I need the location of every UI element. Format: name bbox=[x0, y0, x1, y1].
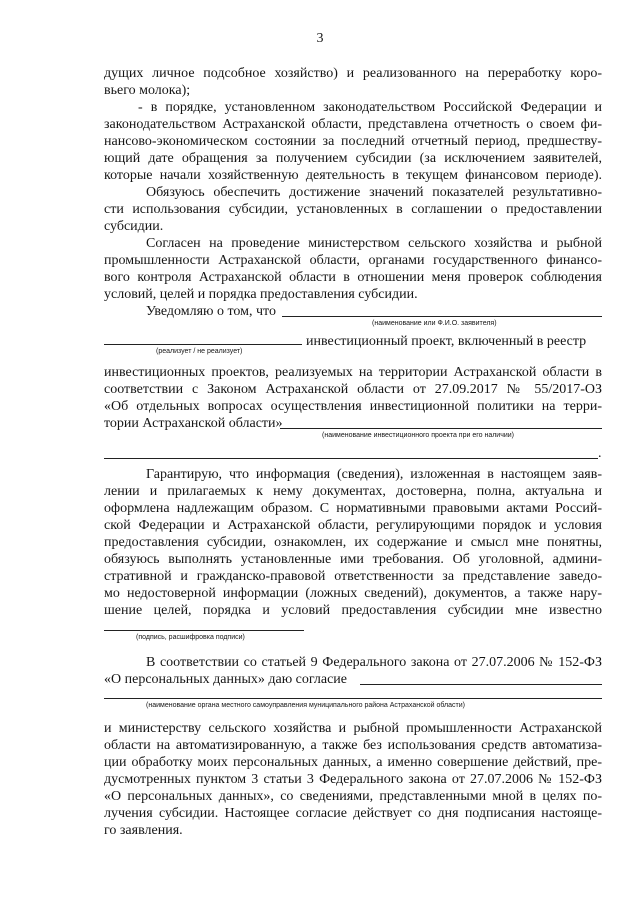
project-name-line-2 bbox=[104, 458, 598, 459]
text-line: сти использования субсидии, установленных в соглашении о предоставлении bbox=[104, 202, 602, 217]
text-line: ции обработку моих персональных данных, а именно совершение действий, пре- bbox=[104, 755, 602, 770]
text-line: предоставления субсидии, ознакомлен, их содержание и смысл мне понятны, bbox=[104, 535, 602, 550]
text-line: субсидии. bbox=[104, 219, 164, 234]
text-line: законодательством Астраханской области, представлена отчетность о своем фи- bbox=[104, 117, 602, 132]
text-line: дущих личное подсобное хозяйство) и реализованного на переработку коро- bbox=[104, 66, 602, 81]
text-line: лении и прилагаемых к нему документах, достоверна, полна, актуальна и bbox=[104, 484, 602, 499]
text-line: промышленности Астраханской области, органами государственного финансо- bbox=[104, 253, 602, 268]
text-line: В соответствии со статьей 9 Федерального закона от 27.07.2006 № 152-ФЗ bbox=[146, 655, 602, 670]
applicant-caption: (наименование или Ф.И.О. заявителя) bbox=[372, 320, 497, 327]
text-line: тории Астраханской области» bbox=[104, 416, 283, 431]
text-line: инвестиционных проектов, реализуемых на территории Астраханской области в bbox=[104, 365, 602, 380]
text-line: Согласен на проведение министерством сельского хозяйства и рыбной bbox=[146, 236, 602, 251]
text-line: условий, целей и порядка предоставления субсидии. bbox=[104, 287, 418, 302]
consent-caption: (наименование органа местного самоуправления муниципального района Астраханской области) bbox=[146, 702, 465, 709]
text-line: области на автоматизированную, а также без использования средств автоматиза- bbox=[104, 738, 602, 753]
text-line: го заявления. bbox=[104, 823, 183, 838]
text-line: ской Федерации и Астраханской области, регулирующими порядок и условия bbox=[104, 518, 602, 533]
text-line: «О персональных данных», со сведениями, представленными мной в целях по- bbox=[104, 789, 602, 804]
text-line: . bbox=[598, 446, 602, 461]
text-line: ющий дате обращения за получением субсидии (за исключением заявителей, bbox=[104, 151, 602, 166]
text-line: соответствии с Законом Астраханской области от 27.09.2017 № 55/2017-ОЗ bbox=[104, 382, 602, 397]
text-line: и министерству сельского хозяйства и рыбной промышленности Астраханской bbox=[104, 721, 602, 736]
consent-body-line-2 bbox=[104, 698, 602, 699]
realizes-caption: (реализует / не реализует) bbox=[156, 348, 243, 355]
text-line: которые начали хозяйственную деятельность в текущем финансовом периоде). bbox=[104, 168, 602, 183]
text-line: инвестиционный проект, включенный в реестр bbox=[306, 334, 587, 349]
text-line: нансово-экономическом состоянии за последний отчетный период, предшеству- bbox=[104, 134, 602, 149]
text-line: «О персональных данных» даю согласие bbox=[104, 672, 348, 687]
text-line: лучения субсидии. Настоящее согласие действует со дня подписания настояще- bbox=[104, 806, 602, 821]
signature-line bbox=[104, 630, 304, 631]
text-line: дусмотренных пунктом 3 статьи 3 Федерального закона от 27.07.2006 № 152-ФЗ bbox=[104, 772, 602, 787]
text-line: оформлена надлежащим образом. С нормативными правовыми актами Россий- bbox=[104, 501, 602, 516]
realizes-line bbox=[104, 344, 302, 345]
applicant-name-line bbox=[282, 316, 602, 317]
project-caption: (наименование инвестиционного проекта при его наличии) bbox=[322, 432, 515, 439]
text-line: «Об отдельных вопросах осуществления инвестиционной политики на терри- bbox=[104, 399, 602, 414]
text-line: Обязуюсь обеспечить достижение значений показателей результативно- bbox=[146, 185, 602, 200]
text-line: обязуюсь выполнять установленные ими требования. Об уголовной, админи- bbox=[104, 552, 602, 567]
text-line: Уведомляю о том, что bbox=[146, 304, 276, 319]
text-line: стративной и гражданско-правовой ответственности за представление заведо- bbox=[104, 569, 602, 584]
text-line: - в порядке, установленном законодательством Российской Федерации и bbox=[138, 100, 602, 115]
signature-caption: (подпись, расшифровка подписи) bbox=[136, 634, 245, 641]
project-name-line bbox=[280, 428, 602, 429]
text-line: шение целей, порядка и условий предоставления субсидии мне известно bbox=[104, 603, 602, 618]
text-line: мо недостоверной информации (ложных сведений), документов, а также нару- bbox=[104, 586, 602, 601]
page-number: 3 bbox=[316, 31, 324, 46]
text-line: Гарантирую, что информация (сведения), изложенная в настоящем заяв- bbox=[146, 467, 602, 482]
consent-body-line bbox=[360, 684, 602, 685]
text-line: вьего молока); bbox=[104, 83, 191, 98]
text-line: вого контроля Астраханской области в отношении меня проверок соблюдения bbox=[104, 270, 602, 285]
